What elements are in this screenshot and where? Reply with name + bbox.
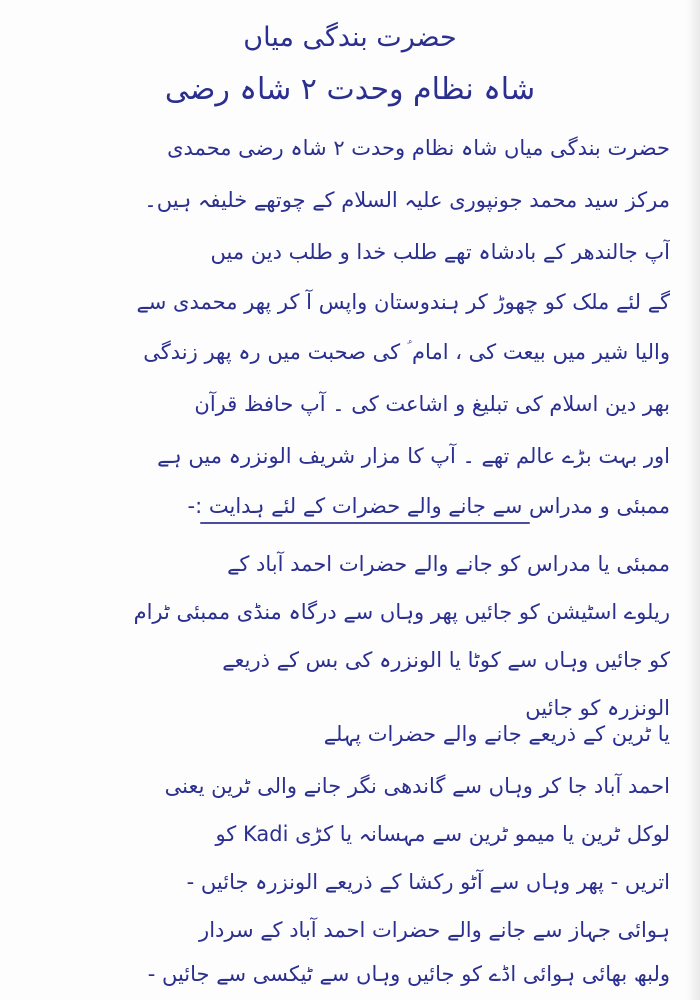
paragraph-1-line: گے لئے ملک کو چھوڑ کر ہندوستان واپس آ کر پھر محمدی سے	[136, 290, 670, 314]
page-edge-shadow	[686, 0, 700, 1000]
section-heading: ممبئی و مدراس سے جانے والے حضرات کے لئے ہدایت :-	[187, 494, 670, 518]
heading-underline	[200, 522, 530, 524]
paragraph-1-line: والیا شیر میں بیعت کی ، امام ؑ کی صحبت میں رہ پھر زندگی	[143, 340, 670, 364]
paragraph-1-line: حضرت بندگی میاں شاہ نظام وحدت ۲ شاہ رضی محمدی	[167, 136, 670, 160]
place-name-kadi: Kadi	[242, 822, 289, 846]
paragraph-2-line: یا ٹرین کے ذریعے جانے والے حضرات پہلے	[323, 722, 670, 746]
paragraph-2-line: ممبئی یا مدراس کو جانے والے حضرات احمد آباد کے	[227, 552, 670, 576]
paragraph-2-line: ہوائی جہاز سے جانے والے حضرات احمد آباد کے سردار	[199, 918, 670, 942]
paragraph-2-line-with-latin	[20, 818, 670, 850]
paragraph-1-line: اور بہت بڑے عالم تھے ۔ آپ کا مزار شریف الونزرہ میں ہے	[157, 444, 670, 468]
paragraph-2-line: کو جائیں وہاں سے کوٹا یا الونزرہ کی بس کے ذریعے	[222, 648, 670, 672]
paragraph-1-line: بھر دین اسلام کی تبلیغ و اشاعت کی ۔ آپ حافظ قرآن	[194, 392, 670, 416]
paragraph-1-line: آپ جالندھر کے بادشاہ تھے طلب خدا و طلب دین میں	[210, 240, 670, 264]
paragraph-2-line: ریلوے اسٹیشن کو جائیں پھر وہاں سے درگاہ منڈی ممبئی ٹرام	[133, 600, 670, 624]
title-line-1: حضرت بندگی میاں	[243, 22, 457, 53]
paragraph-2-line: الونزرہ کو جائیں	[525, 696, 670, 720]
line-text-after: کو	[215, 822, 237, 846]
paragraph-1-line: مرکز سید محمد جونپوری علیہ السلام کے چوتھے خلیفہ ہیں۔	[144, 188, 670, 212]
paragraph-2-line: اتریں - پھر وہاں سے آٹو رکشا کے ذریعے الونزرہ جائیں -	[186, 870, 670, 894]
title-line-2: شاہ نظام وحدت ۲ شاہ رضی	[164, 72, 536, 107]
line-text-before: لوکل ٹرین یا میمو ٹرین سے مہسانہ یا کڑی	[288, 822, 670, 846]
paragraph-2-line: ولبھ بھائی ہوائی اڈے کو جائیں وہاں سے ٹیکسی سے جائیں -	[147, 962, 670, 986]
paragraph-2-line: احمد آباد جا کر وہاں سے گاندھی نگر جانے والی ٹرین یعنی	[164, 774, 670, 798]
